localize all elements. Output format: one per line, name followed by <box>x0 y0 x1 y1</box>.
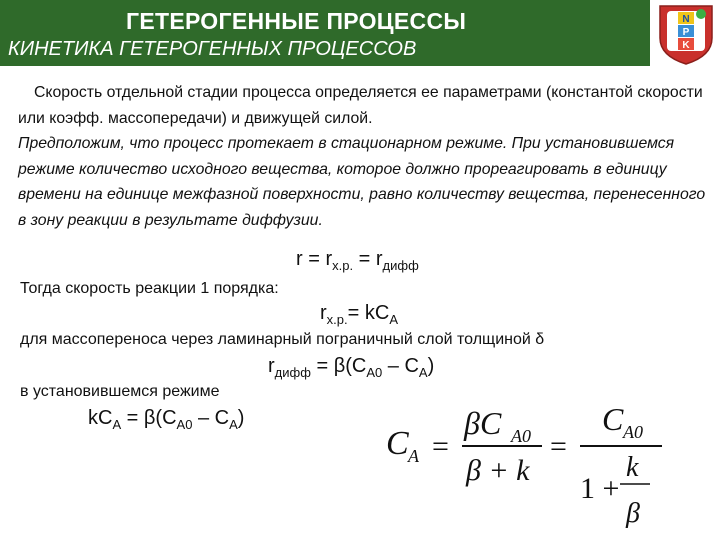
svg-text:β: β <box>626 498 640 529</box>
svg-text:=: = <box>432 430 449 463</box>
text-first-order-rate: Тогда скорость реакции 1 порядка: <box>20 280 279 297</box>
paragraph-normal-text: Скорость отдельной стадии процесса определяется ее параметрами (константой скорости или коэфф. массопередачи) и движущей силой. <box>18 84 703 127</box>
concentration-formula <box>380 398 680 538</box>
equation-chemical-rate: $r_{х.р.}= kC_A$ <box>320 302 398 327</box>
svg-text:β + k: β + k <box>466 454 530 487</box>
logo-letter-k: K <box>682 40 690 51</box>
svg-text:=: = <box>550 430 567 463</box>
logo-letter-p: P <box>682 27 690 38</box>
page-subtitle: КИНЕТИКА ГЕТЕРОГЕННЫХ ПРОЦЕССОВ <box>8 38 417 60</box>
equation-diffusion-rate: $r_{дифф} = \beta(C_{A0} - C_A)$ <box>268 355 435 380</box>
svg-text:C: C <box>386 425 409 462</box>
paragraph-italic-text: Предположим, что процесс протекает в стационарном режиме. При установившемся режиме количество исходного вещества, которое должно прореагировать в единицу времени на единице межфазной поверхности, равно количеству вещества, перенесенного в зону реакции в результате диффузии. <box>18 135 706 229</box>
logo-letter-n: N <box>682 14 690 25</box>
svg-text:C: C <box>602 401 624 437</box>
equation-rate-equality: $r = r_{х.р.} = r_{дифф}$ <box>296 248 419 273</box>
text-steady-state: в установившемся режиме <box>20 383 220 400</box>
text-mass-transfer: для массопереноса через ламинарный пограничный слой толщиной δ <box>20 331 545 348</box>
svg-text:1 +: 1 + <box>580 472 620 505</box>
svg-text:A0: A0 <box>511 426 531 446</box>
equation-steady-state: $kC_A = \beta(C_{A0} - C_A)$ <box>88 407 245 432</box>
svg-text:βC: βC <box>464 405 502 441</box>
svg-text:A0: A0 <box>623 422 643 442</box>
body-paragraph <box>18 80 710 234</box>
page-title: ГЕТЕРОГЕННЫЕ ПРОЦЕССЫ <box>126 8 467 34</box>
svg-text:k: k <box>626 452 639 483</box>
svg-text:A: A <box>408 446 419 466</box>
header-bar <box>0 0 650 66</box>
npk-logo-icon <box>654 2 718 66</box>
